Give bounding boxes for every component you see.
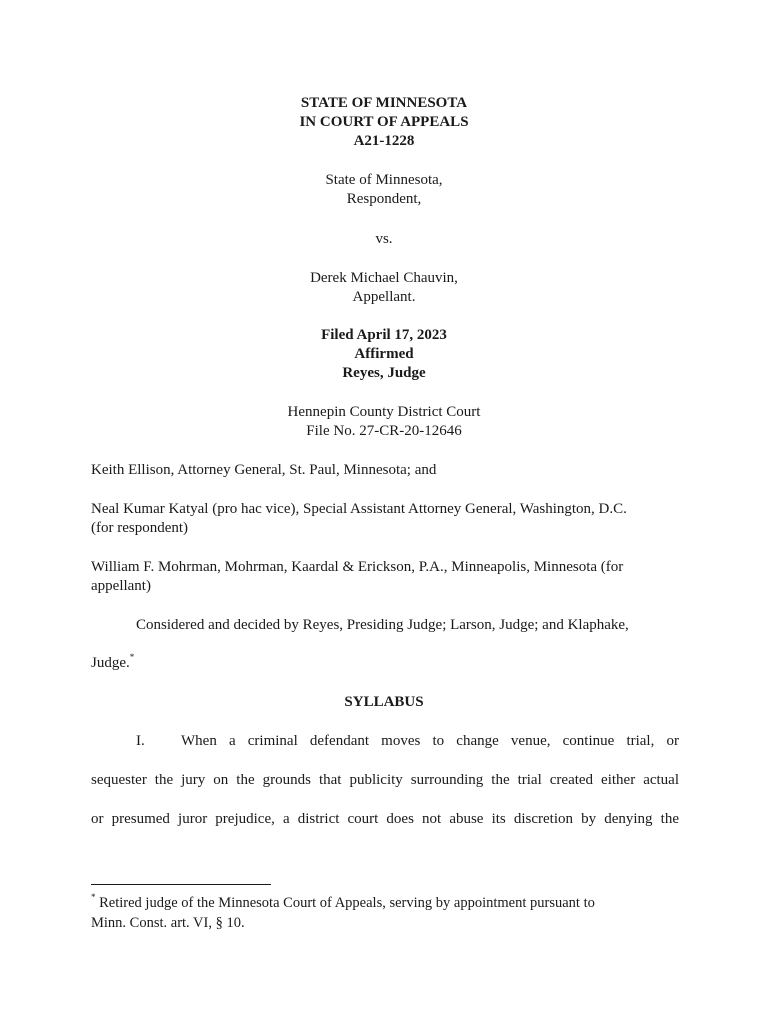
- respondent-name: State of Minnesota,: [325, 172, 443, 188]
- footnote-mark: *: [91, 892, 96, 903]
- footnote-divider: [91, 884, 271, 885]
- counsel-katyal-line2: (for respondent): [91, 520, 189, 536]
- trial-court: Hennepin County District Court: [287, 404, 481, 420]
- syllabus-heading: SYLLABUS: [344, 694, 424, 710]
- footnote-line1: [91, 893, 679, 913]
- authoring-judge: Reyes, Judge: [342, 365, 426, 381]
- caption-court: IN COURT OF APPEALS: [299, 114, 469, 130]
- syllabus-item-number: I.: [136, 733, 145, 749]
- counsel-mohrman-line2: appellant): [91, 578, 151, 594]
- syllabus-line3: or presumed juror prejudice, a district court does not abuse its discretion by denying the: [91, 811, 679, 827]
- trial-file-number: File No. 27-CR-20-12646: [306, 423, 462, 439]
- panel-line2: [91, 654, 679, 673]
- footnote-line2: Minn. Const. art. VI, § 10.: [91, 915, 245, 931]
- footnote-line1-text: Retired judge of the Minnesota Court of Appeals, serving by appointment pursuant to: [99, 895, 595, 911]
- filed-date: Filed April 17, 2023: [321, 327, 447, 343]
- counsel-ellison: Keith Ellison, Attorney General, St. Paul, Minnesota; and: [91, 462, 437, 478]
- appellant-name: Derek Michael Chauvin,: [310, 270, 458, 286]
- syllabus-line2: sequester the jury on the grounds that publicity surrounding the trial created either actual: [91, 772, 679, 788]
- counsel-mohrman-line1: William F. Mohrman, Mohrman, Kaardal & Erickson, P.A., Minneapolis, Minnesota (for: [91, 559, 624, 575]
- footnote: [91, 893, 679, 933]
- appellant-role: Appellant.: [352, 289, 416, 305]
- versus: vs.: [375, 231, 393, 247]
- panel-judge-text: Judge.: [91, 655, 130, 671]
- respondent-role: Respondent,: [346, 191, 422, 207]
- panel-footnote-mark: *: [129, 652, 135, 662]
- syllabus-line1-text: When a criminal defendant moves to change venue, continue trial, or: [181, 733, 679, 749]
- counsel-katyal-line1: Neal Kumar Katyal (pro hac vice), Special Assistant Attorney General, Washington, D.C.: [91, 501, 627, 517]
- panel-line1: Considered and decided by Reyes, Presiding Judge; Larson, Judge; and Klaphake,: [136, 617, 629, 633]
- caption-docket: A21-1228: [353, 133, 415, 149]
- syllabus-line1: [91, 732, 679, 751]
- disposition: Affirmed: [354, 346, 414, 362]
- caption-state: STATE OF MINNESOTA: [300, 95, 468, 111]
